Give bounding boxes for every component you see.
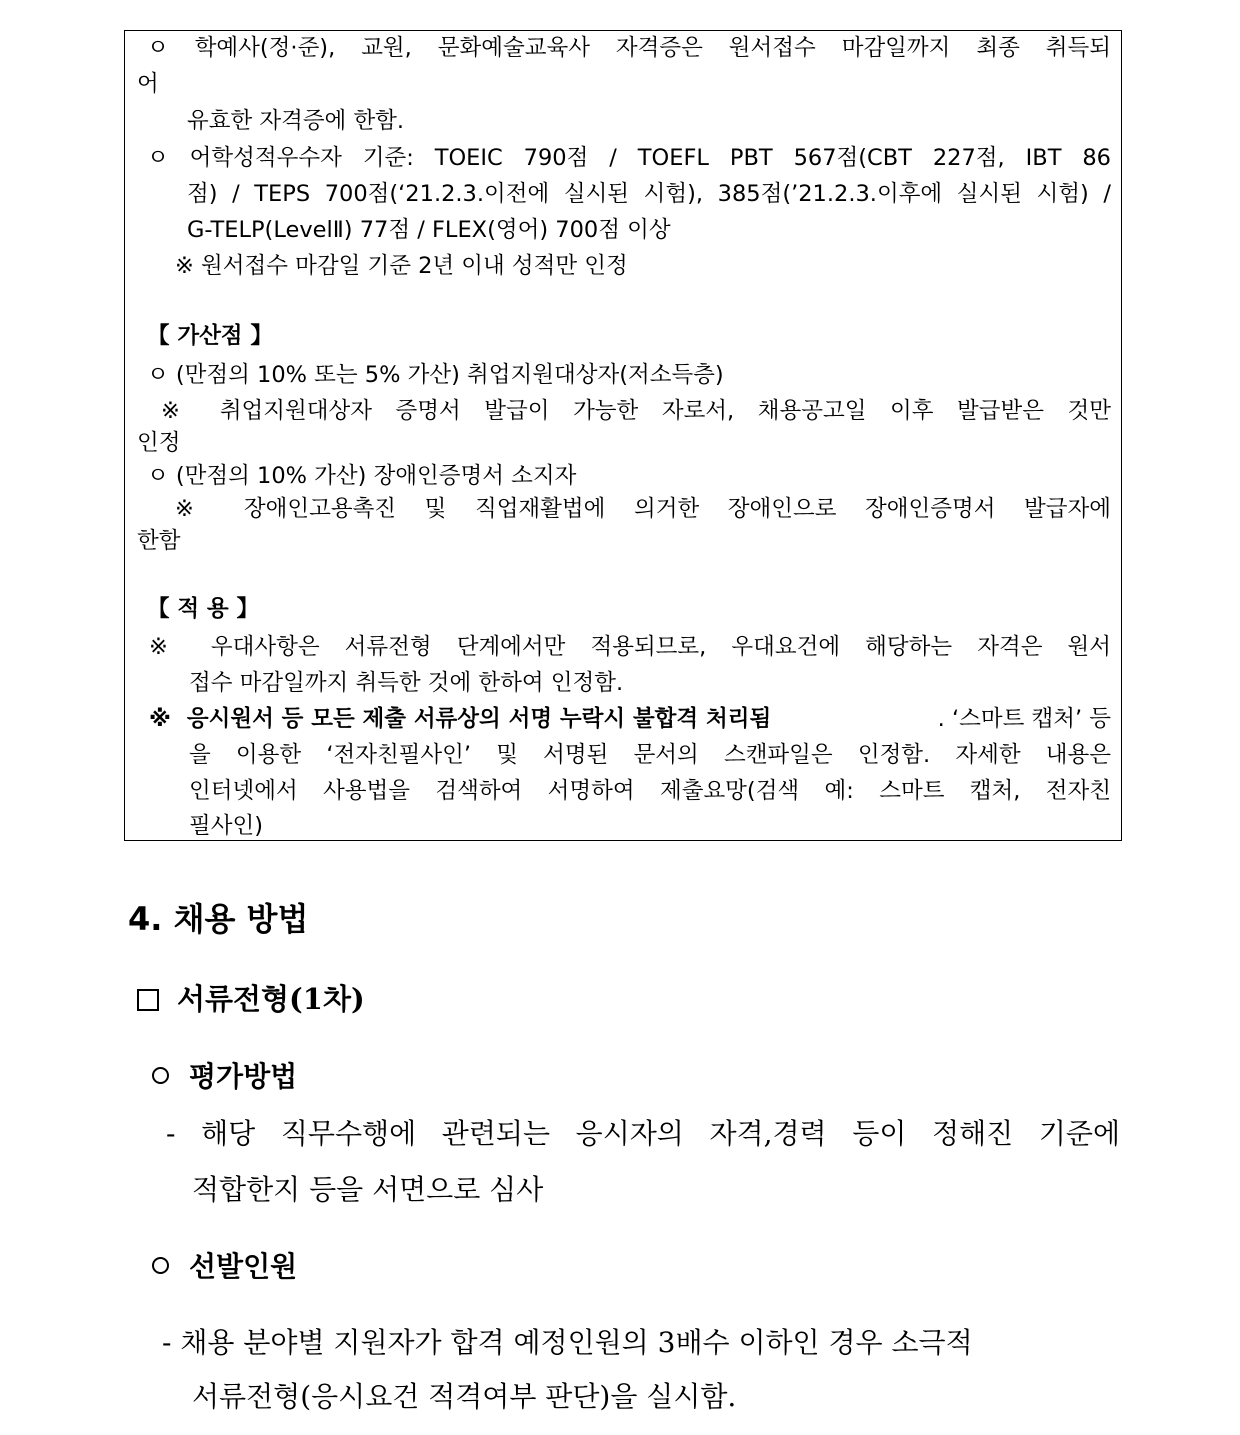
eval-line-2: 적합한지 등을 서면으로 심사 [192,1173,544,1206]
bonus-heading: 【 가산점 】 [147,323,273,349]
selection-title: 선발인원 [189,1250,298,1283]
bonus-line-2: ㅇ (만점의 10% 가산) 장애인증명서 소지자 [147,463,577,489]
apply-line-4: 을 이용한 ‘전자친필사인’ 및 서명된 문서의 스캔파일은 인정함. 자세한 내용은 [189,742,1111,768]
subsection-heading [137,982,365,1016]
apply-line-2: 접수 마감일까지 취득한 것에 한하여 인정함. [189,670,624,696]
selection-line-2: 서류전형(응시요건 적격여부 판단)을 실시함. [192,1380,737,1413]
eval-line-1: - 해당 직무수행에 관련되는 응시자의 자격,경력 등이 정해진 기준에 [166,1117,1120,1150]
section-title: 4. 채용 방법 [128,900,309,938]
warning-rest: . ‘스마트 캡처’ 등 [937,706,1111,732]
warning-bold: 응시원서 등 모든 제출 서류상의 서명 누락시 불합격 처리됨 [186,706,772,732]
apply-line-6: 필사인) [189,813,263,839]
bonus-note-1-wrap: 인정 [137,430,181,456]
notice-box [124,30,1122,841]
circle-bullet-icon [152,1257,169,1274]
checkbox-square-icon [137,989,159,1011]
cert-line: ㅇ 학예사(정·준), 교원, 문화예술교육사 자격증은 원서접수 마감일까지 최종 취득되 [147,35,1111,61]
apply-line-1: ※ 우대사항은 서류전형 단계에서만 적용되므로, 우대요건에 해당하는 자격은 원서 [149,634,1111,660]
bonus-note-2: ※ 장애인고용촉진 및 직업재활법에 의거한 장애인으로 장애인증명서 발급자에 [175,496,1111,522]
bonus-note-2-wrap: 한함 [137,528,181,554]
warning-mark: ※ [149,706,171,732]
lang-line-3: G-TELP(LevelⅡ) 77점 / FLEX(영어) 700점 이상 [187,217,671,243]
bonus-note-1: ※ 취업지원대상자 증명서 발급이 가능한 자로서, 채용공고일 이후 발급받은 것만 [161,398,1111,424]
selection-heading [152,1250,298,1283]
selection-line-1: - 채용 분야별 지원자가 합격 예정인원의 3배수 이하인 경우 소극적 [162,1326,973,1359]
cert-line-wrap: 어 [137,71,159,97]
subsection-title: 서류전형(1차) [177,982,365,1016]
cert-line-2: 유효한 자격증에 한함. [187,108,405,134]
eval-title: 평가방법 [189,1060,298,1093]
eval-heading [152,1060,298,1093]
lang-note: ※ 원서접수 마감일 기준 2년 이내 성적만 인정 [175,253,628,279]
lang-line-1: ㅇ 어학성적우수자 기준: TOEIC 790점 / TOEFL PBT 567점(CBT 227점, IBT 86 [147,145,1111,171]
circle-bullet-icon [152,1067,169,1084]
apply-line-5: 인터넷에서 사용법을 검색하여 서명하여 제출요망(검색 예: 스마트 캡처, 전자친 [189,778,1111,804]
apply-heading: 【 적 용 】 [147,596,259,622]
signature-warning [149,708,1111,731]
lang-line-2: 점) / TEPS 700점(‘21.2.3.이전에 실시된 시험), 385점(’21.2.3.이후에 실시된 시험) / [187,181,1111,207]
bonus-line-1: ㅇ (만점의 10% 또는 5% 가산) 취업지원대상자(저소득층) [147,362,724,388]
